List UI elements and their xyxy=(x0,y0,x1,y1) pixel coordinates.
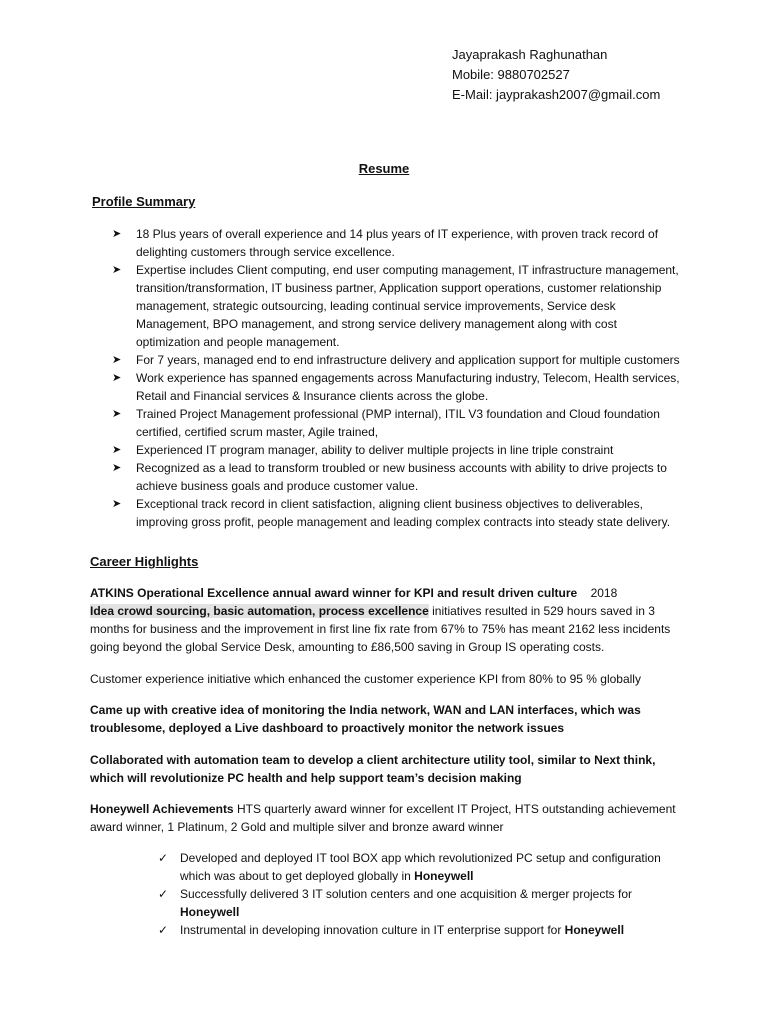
list-item-bold: Honeywell xyxy=(180,905,240,919)
list-item-text: Exceptional track record in client satisfaction, aligning client business objectives to deliverables, improving gross profit, people management and leading complex contracts into steady state delivery. xyxy=(136,497,671,529)
list-item-bold: Honeywell xyxy=(414,869,474,883)
contact-block xyxy=(452,45,660,105)
list-item xyxy=(158,849,678,885)
list-item-text: Developed and deployed IT tool BOX app which revolutionized PC setup and configuration which was about to get deployed globally in xyxy=(180,851,661,883)
arrow-bullet-icon: ➤ xyxy=(112,264,122,276)
list-item xyxy=(112,225,684,261)
arrow-bullet-icon: ➤ xyxy=(112,408,122,420)
list-item xyxy=(112,495,684,531)
checkmark-icon: ✓ xyxy=(158,923,169,937)
honeywell-achievements-paragraph xyxy=(90,800,682,836)
list-item xyxy=(112,441,684,459)
network-dashboard-paragraph: Came up with creative idea of monitoring the India network, WAN and LAN interfaces, which was troublesome, deployed a Live dashboard to proactively monitor the network issues xyxy=(90,703,641,735)
list-item xyxy=(112,459,684,495)
career-highlights-heading: Career Highlights xyxy=(90,554,199,569)
honeywell-label: Honeywell Achievements xyxy=(90,802,234,816)
checkmark-icon: ✓ xyxy=(158,851,169,865)
atkins-award xyxy=(90,584,682,602)
arrow-bullet-icon: ➤ xyxy=(112,462,122,474)
idea-text: initiatives resulted in 529 hours saved in 3 months for business and the improvement in first line fix rate from 67% to 75% has meant 2162 less incidents going beyond the global Service Desk, amounting to £86,500 saving in Group IS operating costs. xyxy=(90,604,671,654)
list-item-text: Successfully delivered 3 IT solution centers and one acquisition & merger projects for xyxy=(180,887,633,901)
atkins-award-year: 2018 xyxy=(590,586,618,600)
list-item-bold: Honeywell xyxy=(564,923,625,937)
honeywell-text: HTS quarterly award winner for excellent IT Project, HTS outstanding achievement award winner, 1 Platinum, 2 Gold and multiple silver and bronze award winner xyxy=(90,802,676,834)
list-item-text: Instrumental in developing innovation culture in IT enterprise support for xyxy=(180,923,565,937)
list-item xyxy=(158,921,678,939)
arrow-bullet-icon: ➤ xyxy=(112,228,122,240)
profile-summary-heading: Profile Summary xyxy=(92,194,196,209)
highlighted-phrase: Idea crowd sourcing, basic automation, process excellence xyxy=(90,604,429,618)
list-item-text: Trained Project Management professional (PMP internal), ITIL V3 foundation and Cloud foundation certified, certified scrum master, Agile trained, xyxy=(136,407,660,439)
list-item-text: Recognized as a lead to transform troubled or new business accounts with ability to drive projects to achieve business goals and produce customer value. xyxy=(136,461,667,493)
list-item xyxy=(112,405,684,441)
arrow-bullet-icon: ➤ xyxy=(112,372,122,384)
arrow-bullet-icon: ➤ xyxy=(112,354,122,366)
list-item xyxy=(112,261,684,351)
list-item-text: 18 Plus years of overall experience and 14 plus years of IT experience, with proven track record of delighting customers through service excellence. xyxy=(136,227,659,259)
list-item-text: Expertise includes Client computing, end user computing management, IT infrastructure management, transition/transformation, IT business partner, Application support operations, customer relationship management, strategic outsourcing, leading continual service improvements, Service desk Management, BPO management, and strong service delivery management along with cost optimization and people management. xyxy=(136,263,679,349)
list-item xyxy=(112,369,684,405)
profile-summary-list xyxy=(112,225,684,531)
list-item xyxy=(112,351,684,369)
list-item-text: Work experience has spanned engagements across Manufacturing industry, Telecom, Health services, Retail and Financial services & Insurance clients across the globe. xyxy=(136,371,680,403)
arrow-bullet-icon: ➤ xyxy=(112,444,122,456)
email-address: E-Mail: jayprakash2007@gmail.com xyxy=(452,87,661,102)
customer-experience-paragraph: Customer experience initiative which enhanced the customer experience KPI from 80% to 95 % globally xyxy=(90,672,641,686)
automation-tool-paragraph: Collaborated with automation team to develop a client architecture utility tool, similar to Next think, which will revolutionize PC health and help support team’s decision making xyxy=(90,753,656,785)
honeywell-list xyxy=(158,849,678,939)
idea-crowd-sourcing-paragraph xyxy=(90,602,682,656)
list-item-text: Experienced IT program manager, ability to deliver multiple projects in line triple constraint xyxy=(136,443,614,457)
candidate-name: Jayaprakash Raghunathan xyxy=(452,47,608,62)
checkmark-icon: ✓ xyxy=(158,887,169,901)
atkins-award-text: ATKINS Operational Excellence annual award winner for KPI and result driven culture xyxy=(90,586,578,600)
document-title: Resume xyxy=(358,161,410,176)
arrow-bullet-icon: ➤ xyxy=(112,498,122,510)
mobile-number: Mobile: 9880702527 xyxy=(452,67,570,82)
list-item xyxy=(158,885,678,921)
list-item-text: For 7 years, managed end to end infrastructure delivery and application support for multiple customers xyxy=(136,353,680,367)
